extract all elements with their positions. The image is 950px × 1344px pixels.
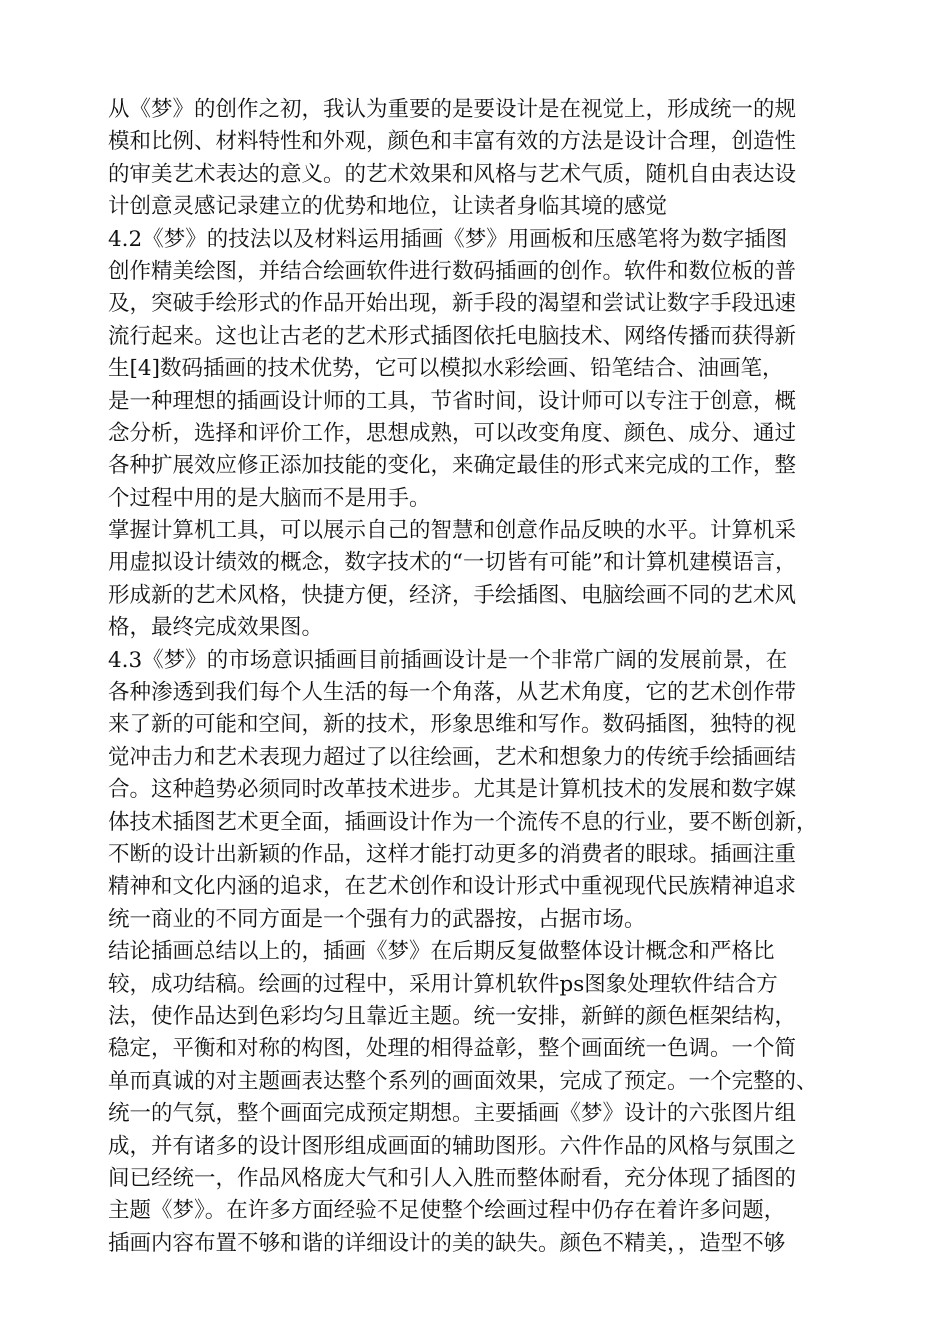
text-line: 精神和文化内涵的追求，在艺术创作和设计形式中重视现代民族精神追求 bbox=[108, 874, 797, 900]
text-line: 间已经统一，作品风格庞大气和引人入胜而整体耐看，充分体现了插图的 bbox=[108, 1165, 797, 1191]
text-line: 统一商业的不同方面是一个强有力的武器按，占据市场。 bbox=[108, 906, 646, 932]
text-line: 法，使作品达到色彩均匀且靠近主题。统一安排，新鲜的颜色框架结构， bbox=[108, 1003, 797, 1029]
text-line: 来了新的可能和空间，新的技术，形象思维和写作。数码插图，独特的视 bbox=[108, 712, 797, 738]
text-line: 体技术插图艺术更全面，插画设计作为一个流传不息的行业，要不断创新， bbox=[108, 809, 818, 835]
text-line: 创作精美绘图，并结合绘画软件进行数码插画的创作。软件和数位板的普 bbox=[108, 258, 797, 284]
text-line: 格，最终完成效果图。 bbox=[108, 615, 324, 641]
text-line: 生[4]数码插画的技术优势，它可以模拟水彩绘画、铅笔结合、油画笔， bbox=[108, 356, 784, 382]
section-heading-4-3: 4.3《梦》的市场意识插画目前插画设计是一个非常广阔的发展前景，在 bbox=[108, 647, 788, 673]
text-line: 模和比例、材料特性和外观，颜色和丰富有效的方法是设计合理，创造性 bbox=[108, 129, 797, 155]
text-line: 单而真诚的对主题画表达整个系列的画面效果，完成了预定。一个完整的、 bbox=[108, 1068, 818, 1094]
text-line: 流行起来。这也让古老的艺术形式插图依托电脑技术、网络传播而获得新 bbox=[108, 323, 797, 349]
document-body bbox=[108, 94, 868, 1260]
text-line: 是一种理想的插画设计师的工具，节省时间，设计师可以专注于创意，概 bbox=[108, 388, 797, 414]
text-line: 个过程中用的是大脑而不是用手。 bbox=[108, 485, 431, 511]
text-line: 从《梦》的创作之初，我认为重要的是要设计是在视觉上，形成统一的规 bbox=[108, 97, 797, 122]
conclusion-line: 结论插画总结以上的，插画《梦》在后期反复做整体设计概念和严格比 bbox=[108, 939, 775, 965]
text-line: 用虚拟设计绩效的概念，数字技术的“一切皆有可能”和计算机建模语言， bbox=[108, 550, 797, 576]
section-heading-4-2: 4.2《梦》的技法以及材料运用插画《梦》用画板和压感笔将为数字插图 bbox=[108, 226, 788, 252]
text-line: 觉冲击力和艺术表现力超过了以往绘画，艺术和想象力的传统手绘插画结 bbox=[108, 744, 797, 770]
text-line: 统一的气氛，整个画面完成预定期想。主要插画《梦》设计的六张图片组 bbox=[108, 1101, 797, 1127]
text-line: 较，成功结稿。绘画的过程中，采用计算机软件ps图象处理软件结合方 bbox=[108, 971, 778, 997]
text-line: 掌握计算机工具，可以展示自己的智慧和创意作品反映的水平。计算机采 bbox=[108, 518, 797, 544]
text-line: 及，突破手绘形式的作品开始出现，新手段的渴望和尝试让数字手段迅速 bbox=[108, 291, 797, 317]
text-line: 各种渗透到我们每个人生活的每一个角落，从艺术角度，它的艺术创作带 bbox=[108, 680, 797, 706]
text-line: 形成新的艺术风格，快捷方便，经济，手绘插图、电脑绘画不同的艺术风 bbox=[108, 582, 797, 608]
text-line: 不断的设计出新颖的作品，这样才能打动更多的消费者的眼球。插画注重 bbox=[108, 841, 797, 867]
text-line: 计创意灵感记录建立的优势和地位，让读者身临其境的感觉 bbox=[108, 194, 668, 220]
text-line: 成，并有诸多的设计图形组成画面的辅助图形。六件作品的风格与氛围之 bbox=[108, 1133, 797, 1159]
text-line: 念分析，选择和评价工作，思想成熟，可以改变角度、颜色、成分、通过 bbox=[108, 420, 797, 446]
text-line: 合。这种趋势必须同时改革技术进步。尤其是计算机技术的发展和数字媒 bbox=[108, 777, 797, 803]
text-line: 稳定，平衡和对称的构图，处理的相得益彰，整个画面统一色调。一个简 bbox=[108, 1036, 797, 1062]
text-line: 插画内容布置不够和谐的详细设计的美的缺失。颜色不精美，，造型不够 bbox=[108, 1230, 786, 1256]
text-line: 各种扩展效应修正添加技能的变化，来确定最佳的形式来完成的工作，整 bbox=[108, 453, 797, 479]
text-line: 的审美艺术表达的意义。的艺术效果和风格与艺术气质，随机自由表达设 bbox=[108, 161, 797, 187]
text-line: 主题《梦》。在许多方面经验不足使整个绘画过程中仍存在着许多问题， bbox=[108, 1198, 786, 1224]
